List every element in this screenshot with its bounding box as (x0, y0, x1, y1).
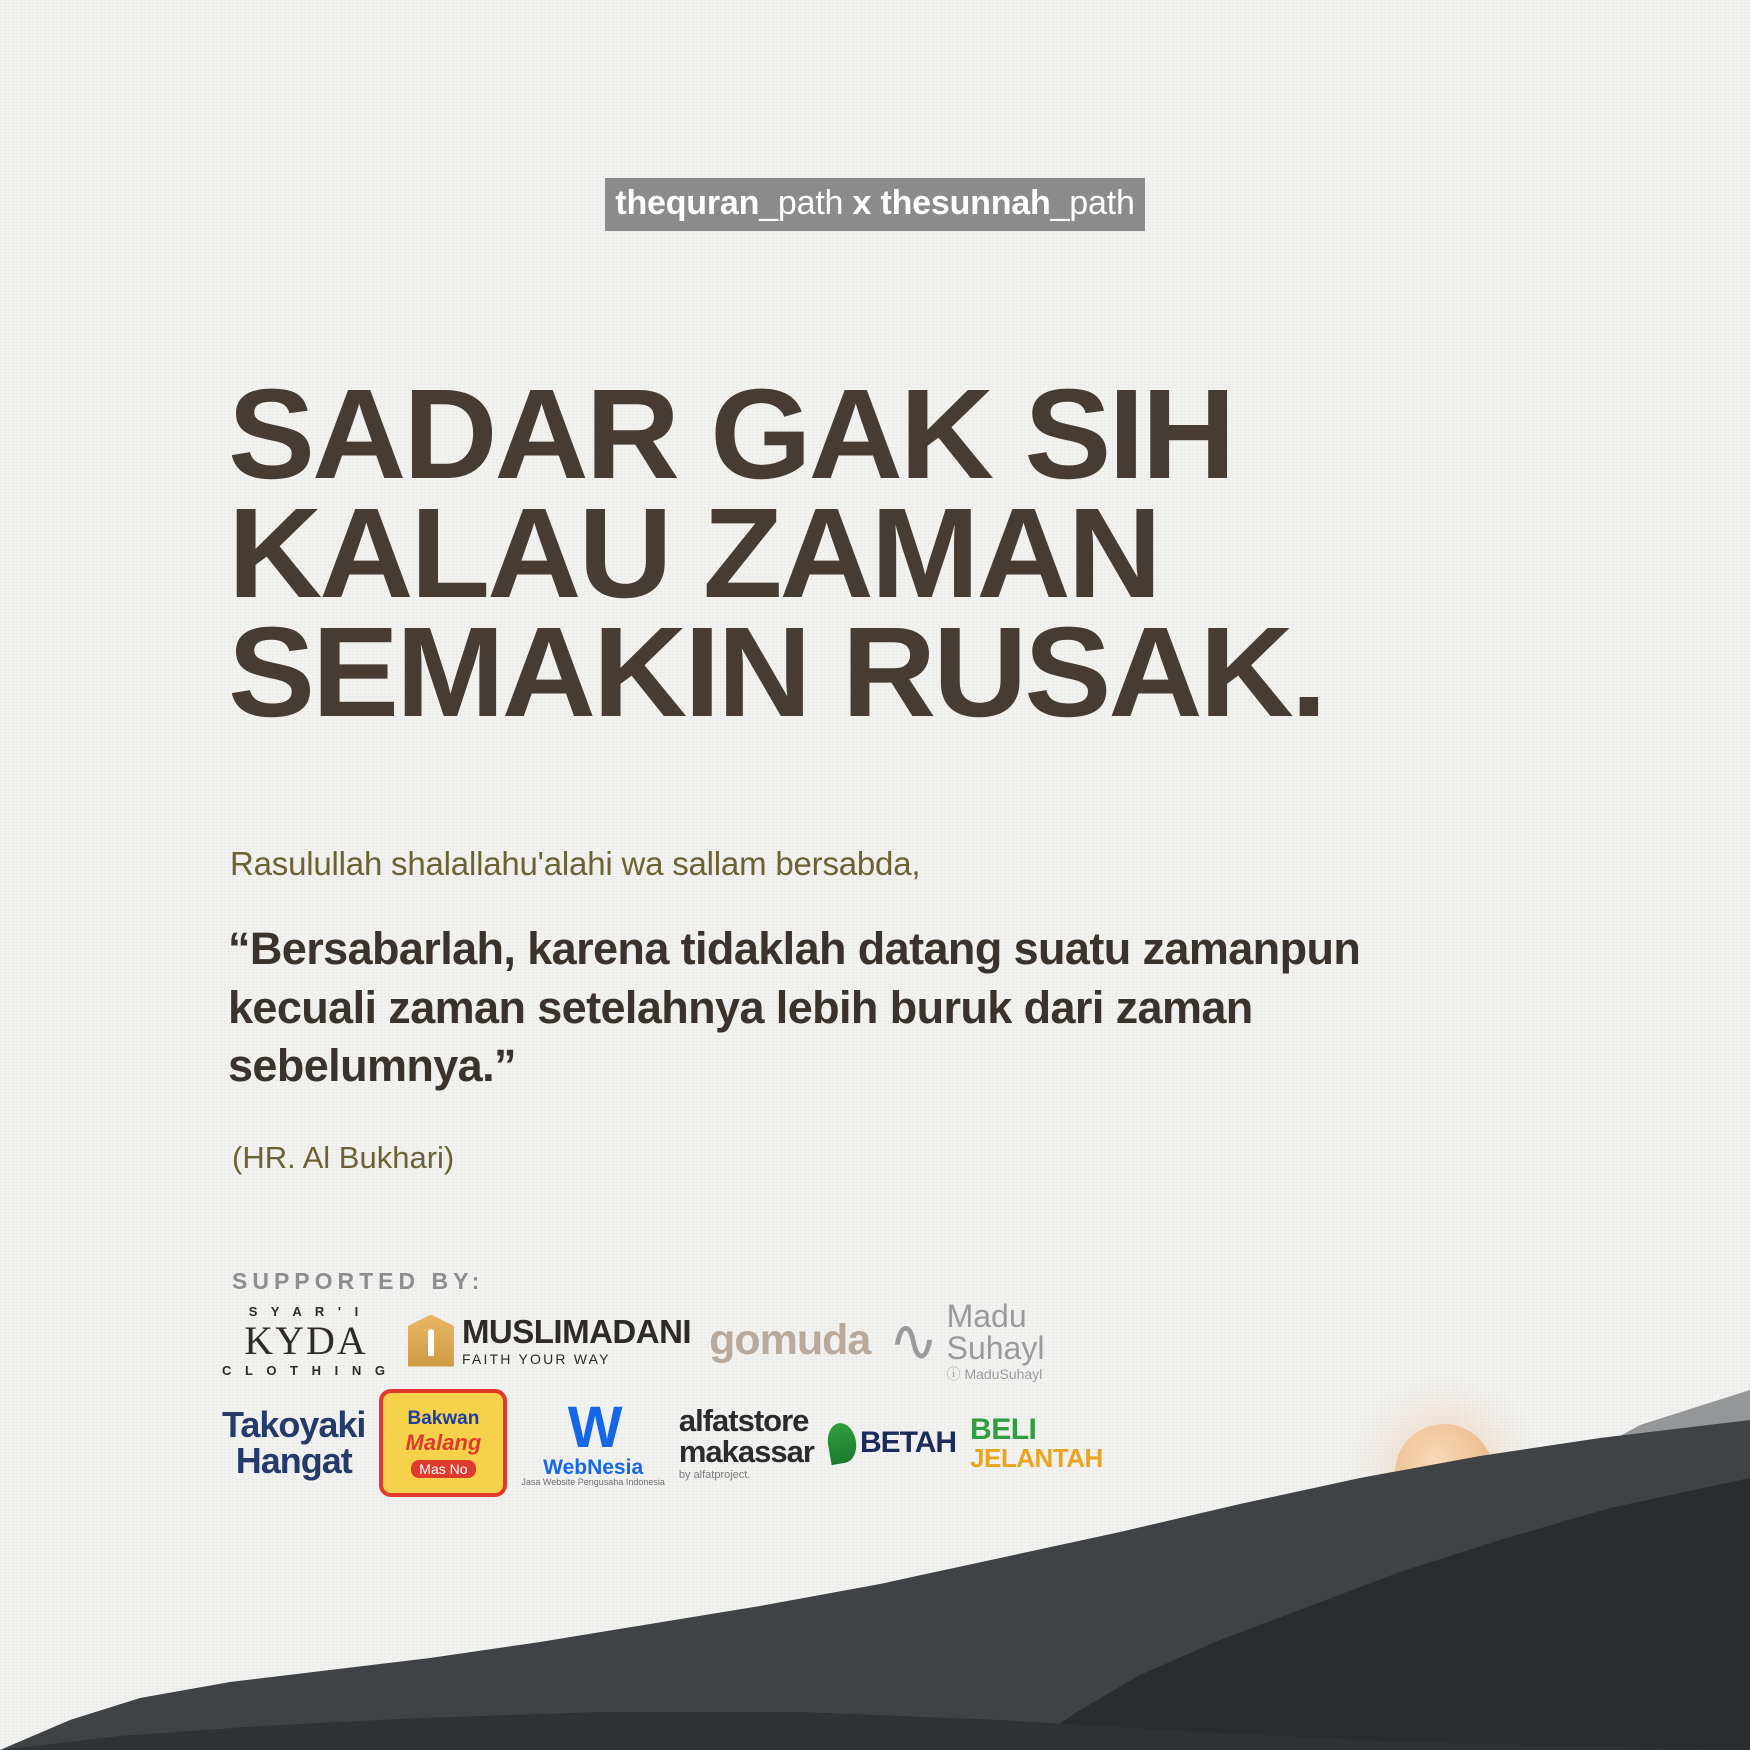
logo-madu-line-1: Madu (946, 1298, 1027, 1334)
logo-madu-line-2: Suhayl (946, 1330, 1045, 1366)
logo-alfat-tagline: by alfatproject. (678, 1469, 751, 1481)
logo-webnesia-tagline: Jasa Website Pengusaha Indonesia (521, 1477, 665, 1487)
logo-beli-line-2: JELANTAH (970, 1443, 1103, 1473)
logo-takoyaki-line-1: Takoyaki (222, 1404, 366, 1445)
headline-line-1: SADAR GAK SIH (228, 363, 1233, 506)
hadith-intro: Rasulullah shalallahu'alahi wa sallam bersabda, (230, 845, 921, 882)
logo-madu-handle: ⓘ MaduSuhayl (946, 1366, 1043, 1382)
mountain-near-graphic (0, 1420, 1750, 1750)
logo-takoyaki-line-2: Hangat (235, 1440, 352, 1481)
hadith-source: (HR. Al Bukhari) (232, 1140, 455, 1175)
account-handle (605, 178, 1144, 231)
webnesia-mark-icon: W (567, 1395, 619, 1460)
logo-kyda-mid: KYDA (244, 1317, 368, 1363)
headline-line-3: SEMAKIN RUSAK. (228, 601, 1324, 745)
account-handle-secondary-bold: thesunnah (880, 184, 1051, 222)
logo-muslimadani-tagline: FAITH YOUR WAY (461, 1351, 611, 1367)
hadith-quote: “Bersabarlah, karena tidaklah datang suatu zamanpun kecuali zaman setelahnya lebih buruk dari zaman sebelumnya.” (228, 923, 1361, 1091)
logo-muslimadani-title: MUSLIMADANI (461, 1313, 692, 1350)
logo-kyda-top: S Y A R ' I (248, 1303, 364, 1319)
logo-bakwan-line-3: Mas No (411, 1460, 475, 1478)
supported-by-label: SUPPORTED BY: (232, 1268, 485, 1294)
swirl-icon: ∿ (888, 1306, 939, 1374)
logo-beli-line-1: BELI (970, 1413, 1037, 1446)
logo-bakwan-line-1: Bakwan (407, 1408, 480, 1429)
logo-alfat-line-2: makassar (678, 1434, 814, 1469)
logo-kyda-bottom: C L O T H I N G (222, 1362, 390, 1378)
logo-alfat-line-1: alfatstore (678, 1403, 809, 1438)
logo-gomuda: gomuda (709, 1316, 871, 1364)
account-handle-secondary-light: _path (1050, 184, 1135, 222)
logo-webnesia-title: WebNesia (543, 1456, 644, 1479)
account-handle-banner (0, 178, 1750, 231)
account-handle-primary-light: _path (759, 184, 844, 222)
account-handle-separator: x (843, 184, 881, 222)
logo-bakwan-line-2: Malang (405, 1430, 482, 1455)
headline (228, 363, 1578, 745)
headline-line-2: KALAU ZAMAN (228, 482, 1159, 626)
account-handle-primary-bold: thequran (615, 184, 760, 222)
logo-betah-title: BETAH (859, 1426, 957, 1459)
